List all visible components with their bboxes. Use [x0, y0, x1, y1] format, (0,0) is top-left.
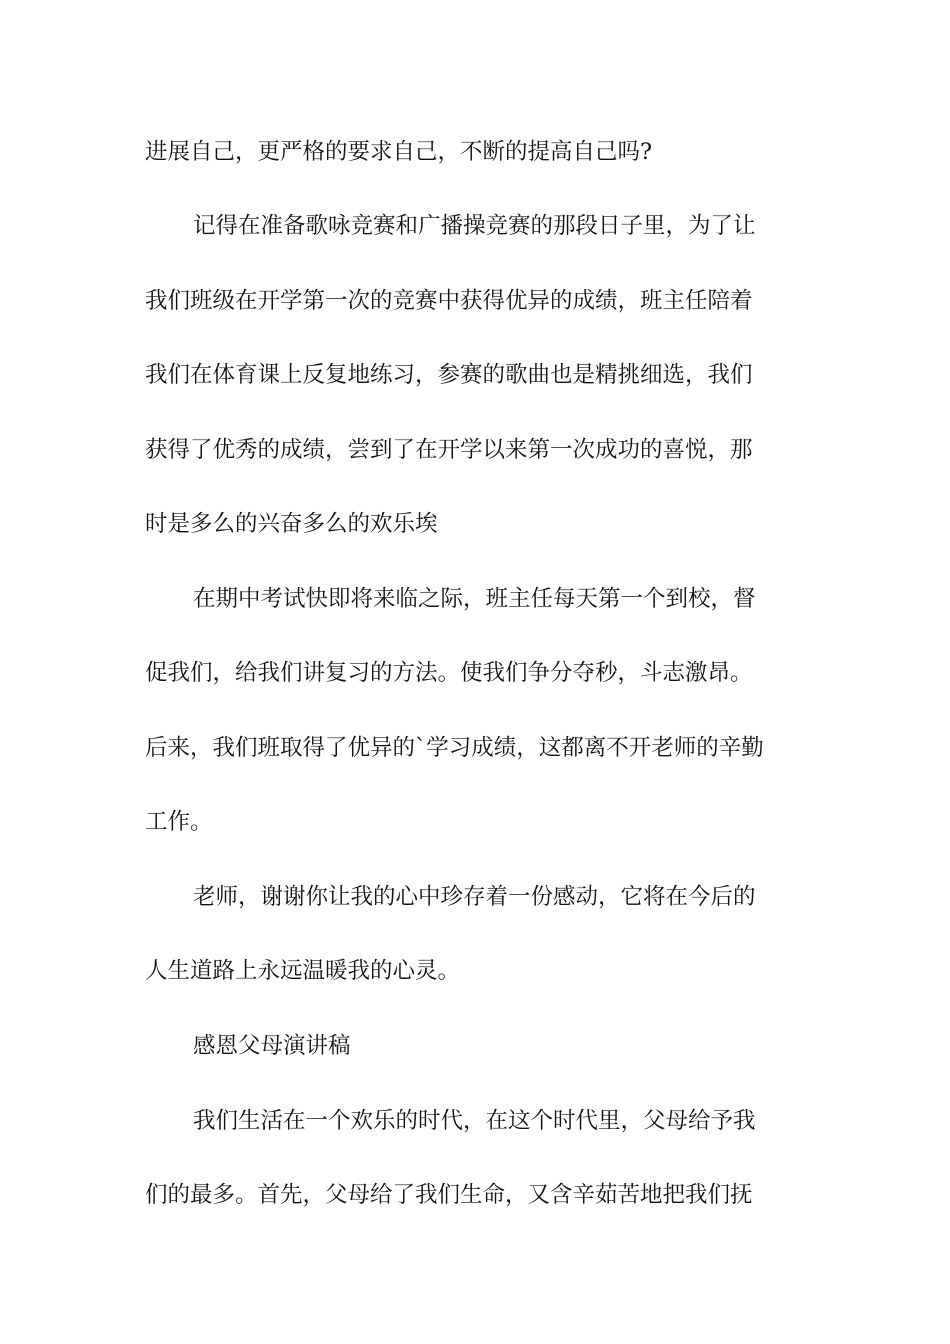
- paragraph-first-line: 记得在准备歌咏竞赛和广播操竞赛的那段日子里，为了让: [193, 213, 756, 239]
- text-line: 时是多么的兴奋多么的欢乐埃: [145, 511, 438, 537]
- text-line: 进展自己，更严格的要求自己，不断的提高自己吗?: [145, 139, 653, 165]
- text-line: 人生道路上永远温暖我的心灵。: [145, 958, 461, 984]
- text-line: 工作。: [145, 809, 213, 835]
- text-line: 们的最多。首先，父母给了我们生命，又含辛茹苦地把我们抚: [145, 1182, 753, 1208]
- section-title: 感恩父母演讲稿: [193, 1033, 351, 1059]
- text-line: 我们在体育课上反复地练习，参赛的歌曲也是精挑细选，我们: [145, 362, 753, 388]
- paragraph-first-line: 我们生活在一个欢乐的时代，在这个时代里，父母给予我: [193, 1108, 756, 1134]
- paragraph-first-line: 在期中考试快即将来临之际，班主任每天第一个到校，督: [193, 586, 756, 612]
- text-line: 后来，我们班取得了优异的`学习成绩，这都离不开老师的辛勤: [145, 735, 764, 761]
- text-line: 我们班级在开学第一次的竞赛中获得优异的成绩，班主任陪着: [145, 288, 753, 314]
- text-line: 促我们，给我们讲复习的方法。使我们争分夺秒，斗志激昂。: [145, 660, 753, 686]
- paragraph-first-line: 老师，谢谢你让我的心中珍存着一份感动，它将在今后的: [193, 884, 756, 910]
- text-line: 获得了优秀的成绩，尝到了在开学以来第一次成功的喜悦，那: [145, 437, 753, 463]
